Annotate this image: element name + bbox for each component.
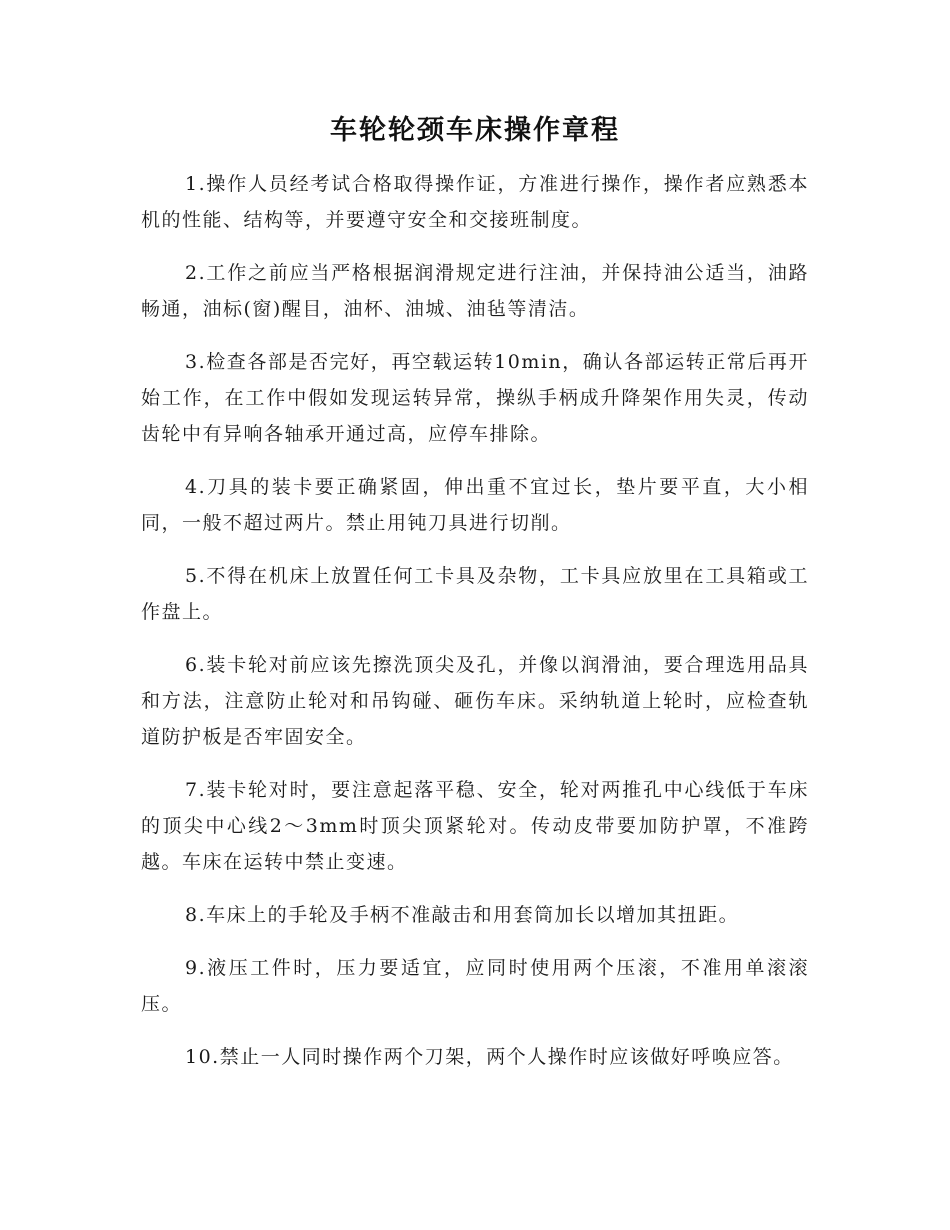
rule-paragraph-5: 5.不得在机床上放置任何工卡具及杂物，工卡具应放里在工具箱或工作盘上。	[141, 565, 809, 623]
rule-paragraph-8: 8.车床上的手轮及手柄不准敲击和用套筒加长以增加其扭距。	[185, 904, 740, 926]
rule-paragraph-7: 7.装卡轮对时，要注意起落平稳、安全，轮对两推孔中心线低于车床的顶尖中心线2～3mm时顶尖顶紧轮对。传动皮带要加防护罩，不准跨越。车床在运转中禁止变速。	[141, 779, 809, 873]
rule-paragraph-3: 3.检查各部是否完好，再空载运转10min，确认各部运转正常后再开始工作，在工作中假如发现运转异常，操纵手柄成升降架作用失灵，传动齿轮中有异响各轴承开通过高，应停车排除。	[141, 351, 809, 445]
rule-paragraph-9: 9.液压工件时，压力要适宜，应同时使用两个压滚，不准用单滚滚压。	[141, 957, 809, 1015]
document-body	[141, 166, 809, 1092]
rule-paragraph-4: 4.刀具的装卡要正确紧固，伸出重不宜过长，垫片要平直，大小相同，一般不超过两片。禁止用钝刀具进行切削。	[141, 476, 809, 534]
rule-paragraph-2: 2.工作之前应当严格根据润滑规定进行注油，并保持油公适当，油路畅通，油标(窗)醒目，油杯、油城、油毡等清洁。	[141, 262, 809, 320]
document-title: 车轮轮颈车床操作章程	[330, 115, 620, 146]
rule-paragraph-6: 6.装卡轮对前应该先擦洗顶尖及孔，并像以润滑油，要合理选用品具和方法，注意防止轮对和吊钩碰、砸伤车床。采纳轨道上轮时，应检查轨道防护板是否牢固安全。	[141, 654, 809, 748]
rule-paragraph-10: 10.禁止一人同时操作两个刀架，两个人操作时应该做好呼唤应答。	[185, 1046, 794, 1068]
rule-paragraph-1: 1.操作人员经考试合格取得操作证，方准进行操作，操作者应熟悉本机的性能、结构等，并要遵守安全和交接班制度。	[141, 173, 809, 231]
